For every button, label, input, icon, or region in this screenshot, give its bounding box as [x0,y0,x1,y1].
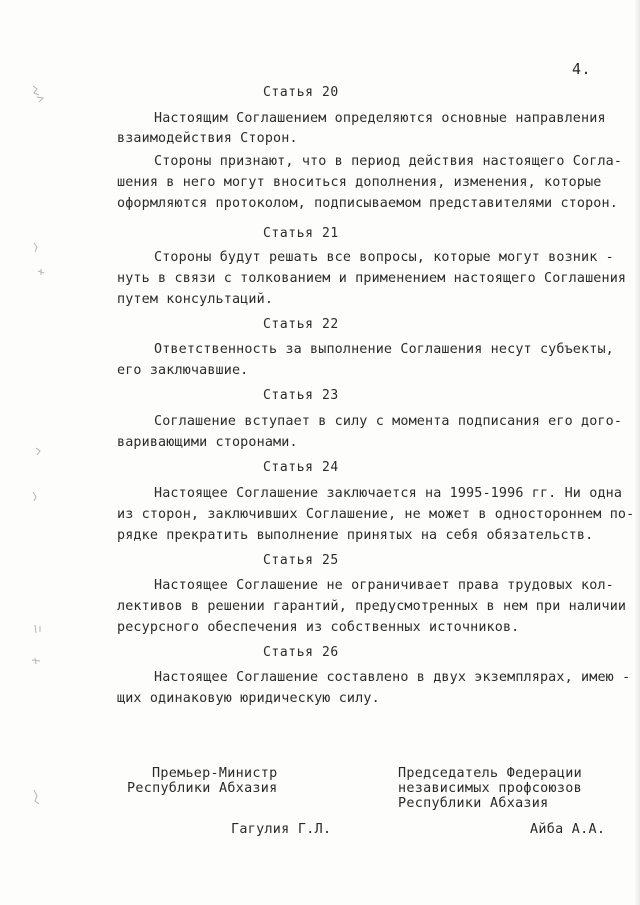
page-number: 4. [572,60,592,78]
article-line: нуть в связи с толкованием и применением настоящего Соглашения [117,271,627,286]
signatory-right-title: независимых профсоюзов [398,781,582,796]
article-line: Настоящее Соглашение заключается на 1995-1996 гг. Ни одна [154,486,623,501]
article-line: из сторон, заключивших Соглашение, не может в одностороннем по- [117,507,635,522]
article-line: варивающими сторонами. [117,435,298,450]
signatory-left-title: Премьер-Министр [152,766,278,781]
signatory-right-title: Республики Абхазия [398,796,549,811]
article-line: рядке прекратить выполнение принятых на себя обязательств. [117,528,594,543]
article-heading: Статья 20 [263,85,339,100]
article-line: Настоящее Соглашение составлено в двух экземплярах, имею - [154,670,631,685]
article-line: Стороны будут решать все вопросы, которые могут возник - [154,250,614,265]
signatory-left-name: Гагулия Г.Л. [231,822,332,837]
article-heading: Статья 22 [263,317,339,332]
article-heading: Статья 24 [263,460,339,475]
article-line: оформляются протоколом, подписываемом представителями сторон. [117,196,618,211]
signatory-right-name: Айба А.А. [530,822,606,837]
article-line: взаимодействия Сторон. [117,131,298,146]
article-heading: Статья 23 [263,388,339,403]
signatory-right-title: Председатель Федерации [398,766,582,781]
article-line: Стороны признают, что в период действия настоящего Согла- [154,154,623,169]
article-heading: Статья 25 [263,553,339,568]
article-heading: Статья 21 [263,226,339,241]
page-edge-shadow [634,0,640,905]
article-line: Настоящим Соглашением определяются основные направления [154,111,606,126]
article-line: Соглашение вступает в силу с момента подписания его дого- [154,414,623,429]
article-line: Ответственность за выполнение Соглашения несут субъекты, [154,342,614,357]
article-heading: Статья 26 [263,645,339,660]
article-line: его заключавшие. [117,363,249,378]
article-line: шения в него могут вноситься дополнения, изменения, которые [117,175,602,190]
article-line: путем консультаций. [117,292,274,307]
article-line: ресурсного обеспечения из собственных источников. [117,620,520,635]
signatory-left-title: Республики Абхазия [127,781,278,796]
article-line: щих одинаковую юридическую силу. [117,691,380,706]
margin-scan-artifacts [0,0,70,905]
article-line: Настоящее Соглашение не ограничивает права трудовых кол- [154,578,614,593]
article-line: лективов в решении гарантий, предусмотренных в нем при наличии [117,599,627,614]
